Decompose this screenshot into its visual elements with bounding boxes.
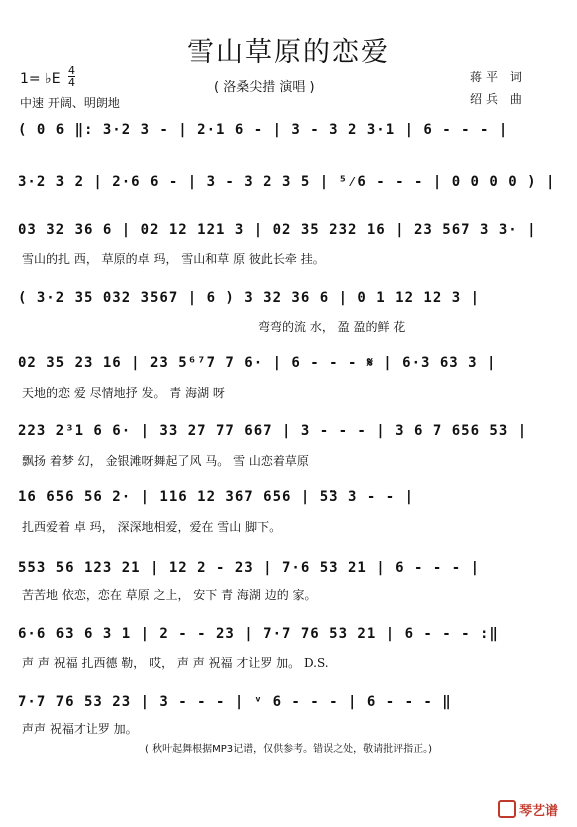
lyric-row: 声 声 祝福 扎西德 勒， 哎， 声 声 祝福 才让罗 加。 D.S. <box>22 656 329 670</box>
lyric-row: 天地的恋 爱 尽情地抒 发。 青 海湖 呀 <box>22 386 225 400</box>
key-signature: 1= ♭E <box>20 71 61 87</box>
notation-row: 02 35 23 16 | 23 5⁶⁷7 7 6· | 6 - - - 𝄋 | 6·3 63 3 | <box>18 355 497 371</box>
meter-bottom: 4 <box>68 76 75 89</box>
meter-top: 4 <box>68 64 75 77</box>
notation-row: 7·7 76 53 23 | 3 - - - | ᵛ 6 - - - | 6 - - - ‖ <box>18 694 452 710</box>
time-signature <box>68 65 75 88</box>
notation-row: 6·6 63 6 3 1 | 2 - - 23 | 7·7 76 53 21 | 6 - - - :‖ <box>18 626 499 642</box>
lyric-row: 飘扬 着梦 幻， 金银滩呀舞起了风 马。 雪 山恋着草原 <box>22 454 309 468</box>
logo-text: 琴艺谱 <box>519 804 559 819</box>
notation-row: 03 32 36 6 | 02 12 121 3 | 02 35 232 16 | 23 567 3 3· | <box>18 222 537 238</box>
notation-row: 553 56 123 21 | 12 2 - 23 | 7·6 53 21 | 6 - - - | <box>18 560 481 576</box>
logo-mark-icon <box>498 800 516 818</box>
lyric-row: 雪山的扎 西， 草原的卓 玛， 雪山和草 原 彼此长牵 挂。 <box>22 252 325 266</box>
notation-row: ( 0 6 ‖: 3·2 3 - | 2·1 6 - | 3 - 3 2 3·1 | 6 - - - | <box>18 122 509 138</box>
footnote: ( 秋叶起舞根据MP3记谱，仅供参考。错误之处，敬请批评指正。) <box>144 744 432 755</box>
notation-row: 3·2 3 2 | 2·6 6 - | 3 - 3 2 3 5 | ⁵⁄6 - - - | 0 0 0 0 ) | <box>18 174 556 190</box>
notation-row: 16 656 56 2· | 116 12 367 656 | 5̃3 3 - - | <box>18 489 415 505</box>
site-logo <box>498 800 558 819</box>
notation-row: 223 2³1 6 6· | 33 27 77 667 | 3 - - - | 3 6 7 656 53 | <box>18 423 528 439</box>
lyric-row: 扎西爱着 卓 玛， 深深地相爱，爱在 雪山 脚下。 <box>22 520 282 534</box>
tempo-marking: 中速 开阔、明朗地 <box>20 96 120 110</box>
lyric-row: 弯弯的流 水， 盈 盈的鲜 花 <box>258 320 406 334</box>
composer-credit: 绍兵 曲 <box>470 92 526 106</box>
singer-credit: ( 洛桑尖措 演唱 ) <box>214 80 315 95</box>
lyric-row: 声声 祝福才让罗 加。 <box>22 722 138 736</box>
notation-row: ( 3·2 35 032 3567 | 6 ) 3 32 36 6 | 0 1 12 12 3 | <box>18 290 481 306</box>
page-title: 雪山草原的恋爱 <box>187 37 390 68</box>
lyricist-credit: 蒋平 词 <box>470 70 526 84</box>
lyric-row: 苦苦地 依恋，恋在 草原 之上， 安下 青 海湖 边的 家。 <box>22 588 317 602</box>
